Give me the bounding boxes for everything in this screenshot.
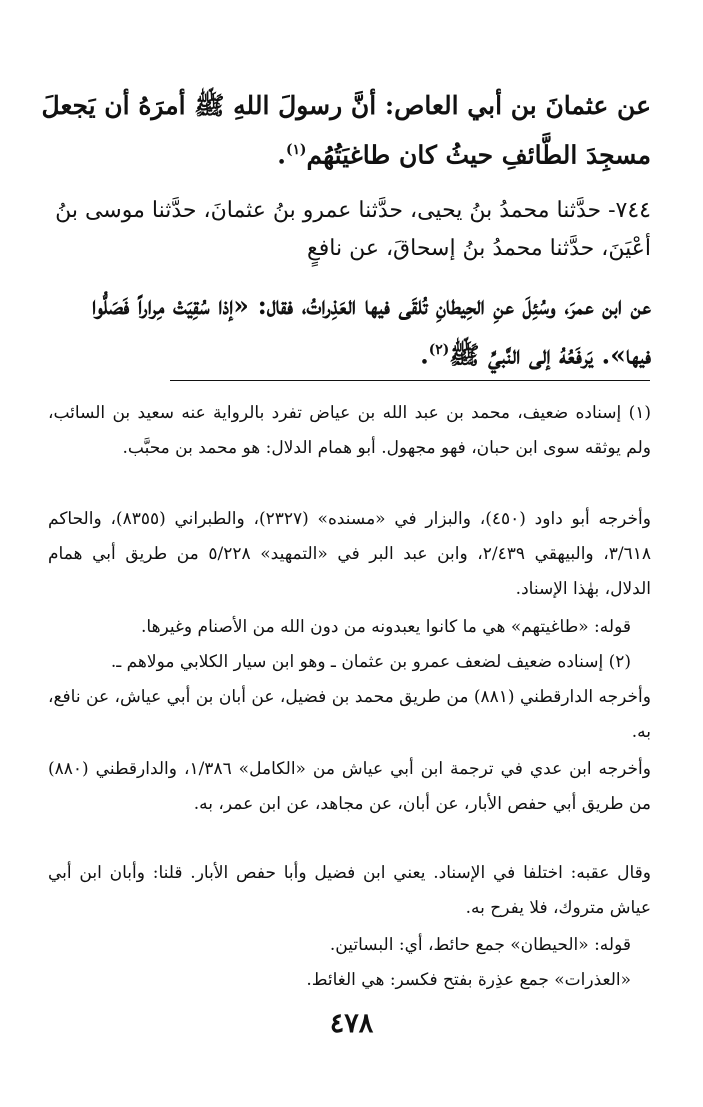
footnote-2-source-2: وأخرجه ابن عدي في ترجمة ابن أبي عياش من «الكامل» ١/٣٨٦، والدارقطني (٨٨٠) من طريق أبي حفص الأبار، عن أبان، عن مجاهد، عن ابن عمر، به.: [48, 759, 651, 814]
main-paragraph-2: عن ابن عمرَ، وسُئِلَ عنِ الحِيطانِ تُلقَى فيها العَذِراتُ، فقال: «إذا سُقِيَتْ مِراراً فَصَلُّوا فيها». يَرفَعُهُ إلى النَّبيِّ ﷺ$^{(٢)}$.: [91, 291, 651, 370]
footnote-1-sources: وأخرجه أبو داود (٤٥٠)، والبزار في «مسنده» (٢٣٢٧)، والطبراني (٨٣٥٥)، والحاكم ٣/٦١٨، والبيهقي ٢/٤٣٩، وابن عبد البر في «التمهيد» ٥/٢٢٨ من طريق أبي همام الدلال، بهٰذا الإسناد.: [48, 509, 651, 599]
page-number: ٤٧٨: [329, 1008, 374, 1039]
footnote-2-gloss-1: قوله: «الحيطان» جمع حائط، أي: البساتين.: [329, 935, 631, 955]
main-paragraph-2-text: عن ابن عمرَ، وسُئِلَ عنِ الحِيطانِ تُلقَى فيها العَذِراتُ، فقال: «إذا سُقِيَتْ مِراراً فَصَلُّوا فيها». يَرفَعُهُ إلى النَّبيِّ ﷺ: [91, 291, 651, 370]
footnote-2-gloss-2: «العذرات» جمع عذِرة بفتح فكسر: هي الغائط.: [306, 970, 631, 990]
footnote-2: (٢) إسناده ضعيف لضعف عمرو بن عثمان ـ وهو ابن سيار الكلابي مولاهم ـ.: [110, 652, 631, 672]
footnote-2-comment: وقال عقبه: اختلفا في الإسناد. يعني ابن فضيل وأبا حفص الأبار. قلنا: وأبان ابن أبي عياش متروك، فلا يفرح به.: [48, 863, 651, 918]
footnote-ref-1: (١): [286, 142, 307, 158]
footnote-1: (١) إسناده ضعيف، محمد بن عبد الله بن عياض تفرد بالرواية عنه سعيد بن السائب، ولم يوثقه سوى ابن حبان، فهو مجهول. أبو همام الدلال: هو محمد بن محبَّب.: [48, 403, 651, 458]
footnote-separator: [170, 380, 650, 381]
main-paragraph-1: عن عثمانَ بن أبي العاص: أنَّ رسولَ اللهِ ﷺ أمرَهُ أن يَجعلَ مسجِدَ الطَّائفِ حيثُ كان طاغيَتُهُم$^{(١)}$.: [41, 91, 651, 170]
footnote-ref-2: (٢): [428, 342, 450, 358]
footnote-2-source-1: وأخرجه الدارقطني (٨٨١) من طريق محمد بن فضيل، عن أبان بن أبي عياش، عن نافع، به.: [48, 687, 651, 742]
footnote-1-gloss: قوله: «طاغيتهم» هي ما كانوا يعبدونه من دون الله من الأصنام وغيرها.: [140, 617, 631, 637]
hadith-744: ٧٤٤- حدَّثنا محمدُ بنُ يحيى، حدَّثنا عمرو بنُ عثمانَ، حدَّثنا موسى بنُ أعْيَنَ، حدَّثنا محمدُ بنُ إسحاقَ، عن نافعٍ: [55, 198, 651, 261]
main-paragraph-1-text: عن عثمانَ بن أبي العاص: أنَّ رسولَ اللهِ ﷺ أمرَهُ أن يَجعلَ مسجِدَ الطَّائفِ حيثُ كان طاغيَتُهُم: [41, 91, 651, 170]
